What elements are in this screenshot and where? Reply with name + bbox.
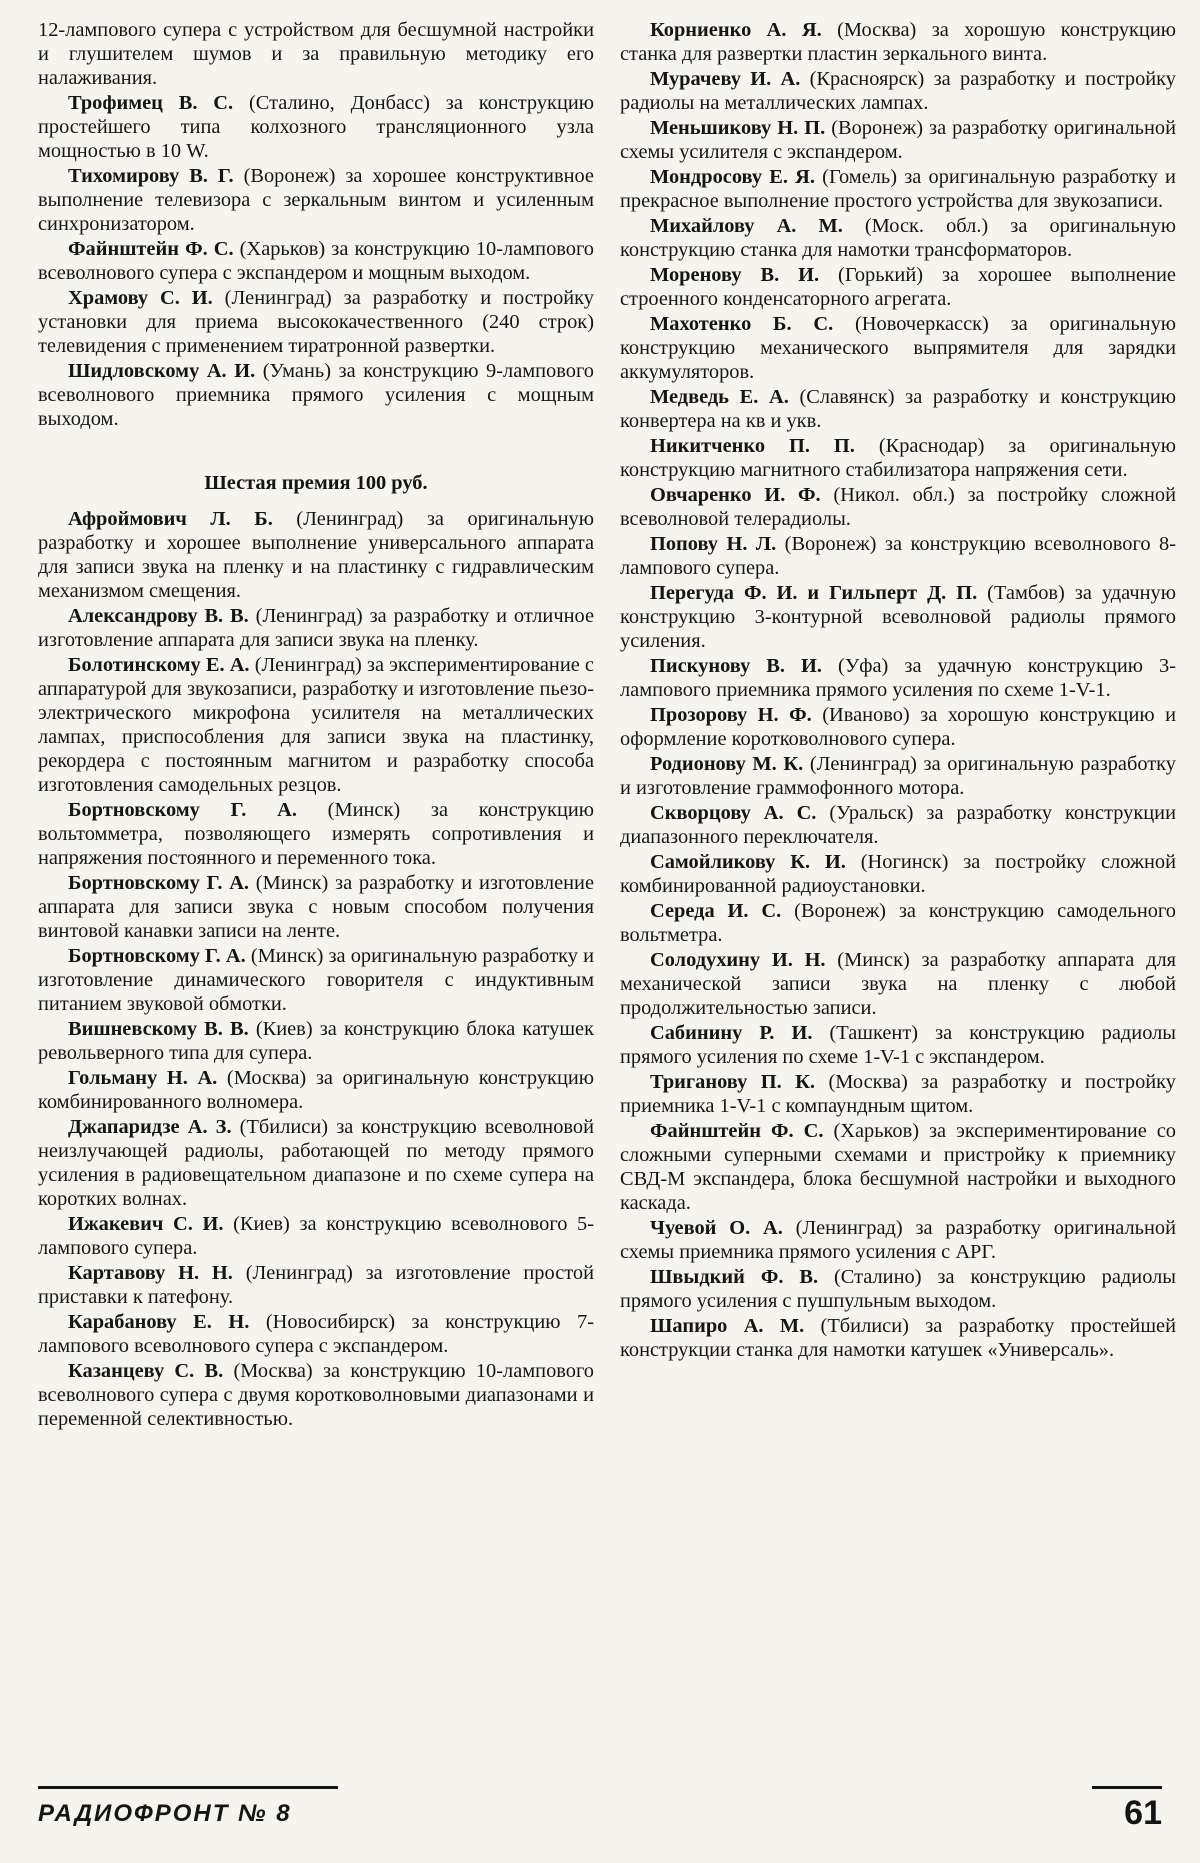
footer-rule [1092,1786,1162,1789]
award-description: (Моск. обл.) за оригинальную конструкцию станка для намотки трансформаторов. [620,215,1176,261]
award-entry [620,67,1176,115]
recipient-name: Храмову С. И. [68,287,213,309]
right-entries [620,18,1176,1362]
award-entry [38,359,594,431]
recipient-name: Никитченко П. П. [650,435,855,457]
recipient-name: Овчаренко И. Ф. [650,484,821,506]
award-entry [38,1359,594,1431]
award-entry [38,507,594,603]
recipient-name: Солодухину И. Н. [650,949,826,971]
award-entry [620,581,1176,653]
award-entry [620,1216,1176,1264]
award-entry [38,1310,594,1358]
award-entry [620,165,1176,213]
award-entry [620,1314,1176,1362]
recipient-name: Пискунову В. И. [650,655,823,677]
award-description: (Воронеж) за хорошее конструктивное выполнение телевизора с зеркальным винтом и усиленным синхронизатором. [38,165,594,235]
award-entry [38,1066,594,1114]
award-description: (Тамбов) за удачную конструкцию 3-контурной всеволновой радиолы прямого усиления. [620,582,1176,652]
award-description: (Иваново) за хорошую конструкцию и оформление коротковолнового супера. [620,704,1177,750]
award-entry [620,654,1176,702]
award-entry [620,899,1176,947]
recipient-name: Карабанову Е. Н. [68,1311,250,1333]
award-entry [38,871,594,943]
award-description: (Славянск) за разработку и конструкцию конвертера на кв и укв. [620,386,1176,432]
award-entry [620,1070,1176,1118]
award-description: (Минск) за разработку аппарата для механической записи звука на пленку с любой продолжительностью записи. [620,949,1176,1019]
award-entry [38,604,594,652]
award-description: (Ленинград) за экспериментирование с аппаратурой для звукозаписи, разработку и изготовление пьезо-электрического микрофона усилителя на металлических лампах, приспособления для записи звука на пластинку, рекордера с постоянным магнитом и разработку способа изготовления самодельных резцов. [38,654,594,796]
recipient-name: Джапаридзе А. З. [68,1116,232,1138]
award-entry [620,1265,1176,1313]
award-description: (Сталино) за конструкцию радиолы прямого усиления с пушпульным выходом. [620,1266,1176,1312]
footer-rule [38,1786,338,1789]
recipient-name: Медведь Е. А. [650,386,789,408]
award-entry [620,434,1176,482]
award-description: (Москва) за разработку и постройку приемника 1-V-1 с компаундным щитом. [620,1071,1176,1117]
award-entry [38,944,594,1016]
recipient-name: Александрову В. В. [68,605,249,627]
award-entry [38,18,594,90]
award-entry [38,286,594,358]
award-description: (Ленинград) за разработку оригинальной схемы приемника прямого усиления с АРГ. [620,1217,1176,1263]
recipient-name: Прозорову Н. Ф. [650,704,812,726]
award-description: (Минск) за конструкцию вольтомметра, позволяющего измерять сопротивления и напряжения постоянного и переменного тока. [38,799,594,869]
award-description: (Гомель) за оригинальную разработку и прекрасное выполнение простого устройства для звукозаписи. [620,166,1176,212]
recipient-name: Сабинину Р. И. [650,1022,813,1044]
award-description: (Ленинград) за разработку и постройку установки для приема высококачественного (240 строк) телевидения с применением тиратронной развертки. [38,287,594,357]
award-entry [620,385,1176,433]
recipient-name: Файнштейн Ф. С. [68,238,234,260]
recipient-name: Бортновскому Г. А. [68,799,297,821]
award-description: (Минск) за разработку и изготовление аппарата для записи звука с новым способом получения винтовой канавки записи на ленте. [38,872,594,942]
left-column [38,18,594,1432]
recipient-name: Тихомирову В. Г. [68,165,234,187]
recipient-name: Чуевой О. А. [650,1217,783,1239]
recipient-name: Шапиро А. М. [650,1315,805,1337]
award-entry [38,798,594,870]
recipient-name: Казанцеву С. В. [68,1360,224,1382]
award-description: (Новочеркасск) за оригинальную конструкцию механического выпрямителя для зарядки аккумуляторов. [620,313,1177,383]
recipient-name: Бортновскому Г. А. [68,872,250,894]
recipient-name: Гольману Н. А. [68,1067,218,1089]
award-description: (Харьков) за экспериментирование со сложными суперными схемами и пристройку к приемнику СВД-М экспандера, блока бесшумной настройки и выходного каскада. [620,1120,1176,1214]
recipient-name: Вишневскому В. В. [68,1018,249,1040]
recipient-name: Афроймович Л. Б. [68,508,273,530]
award-entry [620,1021,1176,1069]
award-entry [38,1212,594,1260]
award-entry [620,703,1176,751]
award-description: (Москва) за хорошую конструкцию станка для развертки пластин зеркального винта. [620,19,1176,65]
award-description: (Горький) за хорошее выполнение строенного конденсаторного агрегата. [620,264,1176,310]
award-description: 12-лампового супера с устройством для бесшумной настройки и глушителем шумов и за правильную методику его налаживания. [38,19,594,89]
recipient-name: Мурачеву И. А. [650,68,801,90]
award-description: (Тбилиси) за разработку простейшей конструкции станка для намотки катушек «Универсаль». [620,1315,1176,1361]
award-entry [38,653,594,797]
recipient-name: Швыдкий Ф. В. [650,1266,819,1288]
award-entry [38,164,594,236]
award-entry [620,1119,1176,1215]
award-description: (Красноярск) за разработку и постройку радиолы на металлических лампах. [620,68,1176,114]
right-column [620,18,1176,1363]
award-description: (Минск) за оригинальную разработку и изготовление динамического говорителя с индуктивным питанием звуковой обмотки. [38,945,594,1015]
award-description: (Ленинград) за оригинальную разработку и хорошее выполнение универсального аппарата для записи звука на пленку и на пластинку с гидравлическим механизмом смещения. [38,508,594,602]
recipient-name: Меньшикову Н. П. [650,117,826,139]
recipient-name: Попову Н. Л. [650,533,777,555]
award-entry [620,263,1176,311]
award-entry [38,1115,594,1211]
award-description: (Сталино, Донбасс) за конструкцию простейшего типа колхозного трансляционного узла мощностью в 10 W. [38,92,595,162]
award-entry [620,948,1176,1020]
recipient-name: Михайлову А. М. [650,215,843,237]
page-footer [38,1786,1162,1846]
recipient-name: Триганову П. К. [650,1071,816,1093]
award-description: (Воронеж) за конструкцию всеволнового 8-лампового супера. [620,533,1176,579]
award-description: (Воронеж) за разработку оригинальной схемы усилителя с экспандером. [620,117,1176,163]
recipient-name: Моренову В. И. [650,264,820,286]
award-description: (Ногинск) за постройку сложной комбинированной радиоустановки. [620,851,1176,897]
recipient-name: Скворцову А. С. [650,802,817,824]
award-entry [620,752,1176,800]
award-description: (Ташкент) за конструкцию радиолы прямого усиления по схеме 1-V-1 с экспандером. [620,1022,1176,1068]
award-description: (Киев) за конструкцию блока катушек револьверного типа для супера. [38,1018,594,1064]
award-description: (Ленинград) за изготовление простой приставки к патефону. [38,1262,594,1308]
award-entry [38,1017,594,1065]
award-entry [38,237,594,285]
award-description: (Никол. обл.) за постройку сложной всеволновой телерадиолы. [620,484,1176,530]
recipient-name: Родионову М. К. [650,753,804,775]
award-entry [620,214,1176,262]
award-entry [38,91,594,163]
recipient-name: Бортновскому Г. А. [68,945,246,967]
recipient-name: Ижакевич С. И. [68,1213,224,1235]
award-description: (Тбилиси) за конструкцию всеволновой неизлучающей радиолы, работающей по методу прямого усиления в радиовещательном диапазоне и по схеме супера на коротких волнах. [38,1116,594,1210]
recipient-name: Махотенко Б. С. [650,313,834,335]
recipient-name: Мондросову Е. Я. [650,166,815,188]
award-description: (Воронеж) за конструкцию самодельного вольтметра. [620,900,1176,946]
award-description: (Умань) за конструкцию 9-лампового всеволнового приемника прямого усиления с мощным выходом. [38,360,594,430]
left-top-entries [38,18,594,431]
page-number: 61 [1124,1794,1162,1832]
award-description: (Харьков) за конструкцию 10-лампового всеволнового супера с экспандером и мощным выходом. [38,238,594,284]
award-entry [620,116,1176,164]
recipient-name: Самойликову К. И. [650,851,846,873]
recipient-name: Перегуда Ф. И. и Гильперт Д. П. [650,582,978,604]
section-heading: Шестая премия 100 руб. [204,472,428,494]
award-description: (Киев) за конструкцию всеволнового 5-лампового супера. [38,1213,594,1259]
award-description: (Москва) за конструкцию 10-лампового всеволнового супера с двумя коротковолновыми диапазонами и переменной селективностью. [38,1360,594,1430]
award-entry [620,850,1176,898]
award-description: (Уфа) за удачную конструкцию 3-лампового приемника прямого усиления по схеме 1-V-1. [620,655,1176,701]
award-description: (Ленинград) за оригинальную разработку и изготовление граммофонного мотора. [620,753,1176,799]
recipient-name: Трофимец В. С. [68,92,234,114]
award-entry [620,801,1176,849]
journal-title: РАДИОФРОНТ № 8 [38,1800,292,1827]
award-description: (Краснодар) за оригинальную конструкцию магнитного стабилизатора напряжения сети. [620,435,1176,481]
recipient-name: Картавову Н. Н. [68,1262,233,1284]
award-description: (Новосибирск) за конструкцию 7-лампового всеволнового супера с экспандером. [38,1311,594,1357]
award-entry [620,18,1176,66]
award-description: (Ленинград) за разработку и отличное изготовление аппарата для записи звука на пленку. [38,605,594,651]
award-entry [620,532,1176,580]
recipient-name: Болотинскому Е. А. [68,654,250,676]
award-entry [620,483,1176,531]
award-entry [620,312,1176,384]
award-description: (Уральск) за разработку конструкции диапазонного переключателя. [620,802,1177,848]
recipient-name: Корниенко А. Я. [650,19,822,41]
recipient-name: Файнштейн Ф. С. [650,1120,824,1142]
award-entry [38,1261,594,1309]
award-description: (Москва) за оригинальную конструкцию комбинированного волномера. [38,1067,595,1113]
recipient-name: Середа И. С. [650,900,782,922]
recipient-name: Шидловскому А. И. [68,360,256,382]
sixth-prize-entries [38,507,594,1431]
